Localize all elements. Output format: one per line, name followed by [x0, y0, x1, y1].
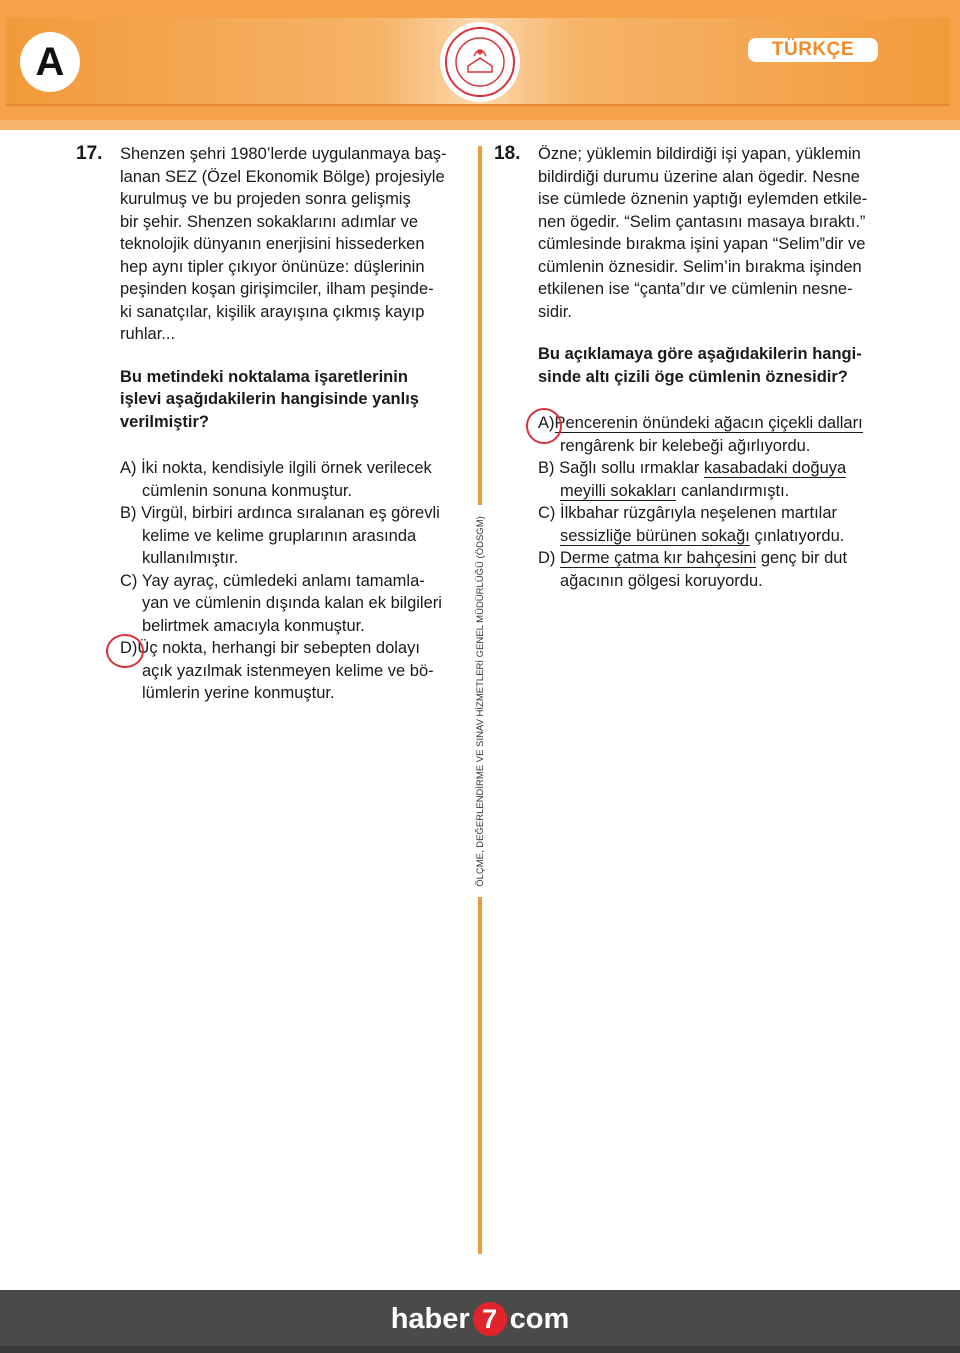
option-a[interactable]: A) İki nokta, kendisiyle ilgili örnek verilecek cümlenin sonuna konmuştur.: [120, 459, 432, 500]
subject-tag: TÜRKÇE: [748, 38, 878, 62]
booklet-letter: A: [20, 32, 80, 92]
passage-line: sidir.: [538, 302, 572, 321]
header-strip: [0, 120, 960, 130]
question-stem: Bu açıklamaya göre aşağıdakilerin hangi-: [538, 345, 862, 363]
logo-text-haber: haber: [390, 1302, 470, 1335]
logo-text-com: com: [509, 1302, 570, 1335]
passage-line: lanan SEZ (Özel Ekonomik Bölge) projesiyle: [120, 167, 445, 186]
question-18-number: 18.: [494, 143, 521, 164]
passage-line: ruhlar...: [120, 325, 176, 343]
passage-line: peşinden koşan girişimciler, ilham peşinde-: [120, 280, 434, 298]
question-17-number: 17.: [76, 143, 103, 164]
underlined-phrase: Pencerenin önündeki ağacın çiçekli dalları: [554, 414, 863, 432]
logo-seven-badge: 7: [473, 1302, 507, 1336]
passage-line: nen ögedir. “Selim çantasını masaya bıraktı.”: [538, 212, 866, 231]
option-c[interactable]: C) İlkbahar rüzgârıyla neşelenen martılar sessizliğe bürünen sokağı çınlatıyordu.: [538, 504, 845, 545]
option-d[interactable]: D) Derme çatma kır bahçesini genç bir dut ağacının gölgesi koruyordu.: [538, 549, 848, 590]
question-stem: işlevi aşağıdakilerin hangisinde yanlış: [120, 390, 419, 408]
question-18: [538, 143, 898, 592]
meb-seal-icon: [440, 22, 520, 102]
sidebar-label: [470, 505, 490, 897]
question-17: [120, 143, 470, 705]
passage-line: ki sanatçılar, kişilik arayışına çıkmış kayıp: [120, 302, 425, 321]
option-a[interactable]: A)Pencerenin önündeki ağacın çiçekli dalları rengârenk bir kelebeği ağırlıyordu.: [538, 414, 863, 455]
underlined-phrase: Derme çatma kır bahçesini: [560, 549, 757, 567]
haber7-logo[interactable]: [0, 1296, 960, 1342]
answer-circle-a: [526, 408, 562, 444]
underlined-phrase: kasabadaki doğuya: [703, 459, 847, 477]
option-c[interactable]: C) Yay ayraç, cümledeki anlamı tamamla- yan ve cümlenin dışında kalan ek bilgileri belirtmek amacıyla konmuştur.: [120, 571, 442, 635]
passage-line: cümlenin öznesidir. Selim’in bırakma işinden: [538, 257, 862, 276]
page-header: [0, 0, 960, 130]
passage-line: ise cümlede öznenin yaptığı eylemden etkile-: [538, 190, 868, 208]
underlined-phrase: meyilli sokakları: [560, 481, 677, 500]
option-d[interactable]: D)Üç nokta, herhangi bir sebepten dolayı açık yazılmak istenmeyen kelime ve bö- lümlerin yerine konmuştur.: [120, 639, 434, 702]
passage-line: Shenzen şehri 1980’lerde uygulanmaya baş-: [120, 145, 447, 163]
passage-line: hep aynı tipler çıkıyor önünüze: düşlerinin: [120, 257, 425, 276]
passage-line: bildirdiği durumu üzerine alan ögedir. Nesne: [538, 167, 860, 186]
option-b[interactable]: B) Virgül, birbiri ardınca sıralanan eş görevli kelime ve kelime gruplarının arasında kullanılmıştır.: [120, 504, 440, 567]
question-stem: verilmiştir?: [120, 412, 209, 431]
passage-line: etkilenen ise “çanta”dır ve cümlenin nesne-: [538, 280, 853, 298]
passage-line: cümlesinde bırakma işini yapan “Selim”dir ve: [538, 235, 866, 253]
question-stem: Bu metindeki noktalama işaretlerinin: [120, 367, 408, 386]
footer-bottom-strip: [0, 1346, 960, 1353]
passage-line: kurulmuş ve bu projeden sonra gelişmiş: [120, 190, 411, 208]
answer-circle-d: [106, 634, 144, 668]
passage-line: Özne; yüklemin bildirdiği işi yapan, yüklemin: [538, 145, 861, 163]
passage-line: bir şehir. Shenzen sokaklarını adımlar ve: [120, 212, 419, 231]
passage-line: teknolojik dünyanın enerjisini hissederken: [120, 235, 425, 253]
option-b[interactable]: B) Sağlı sollu ırmaklar kasabadaki doğuya meyilli sokakları canlandırmıştı.: [538, 459, 847, 500]
question-stem: sinde altı çizili öge cümlenin öznesidir?: [538, 367, 848, 386]
sidebar-label-text: ÖLÇME, DEĞERLENDİRME VE SINAV HİZMETLERİ GENEL MÜDÜRLÜĞÜ (ÖDSGM): [474, 515, 486, 887]
underlined-phrase: sessizliğe bürünen sokağı: [560, 526, 750, 545]
